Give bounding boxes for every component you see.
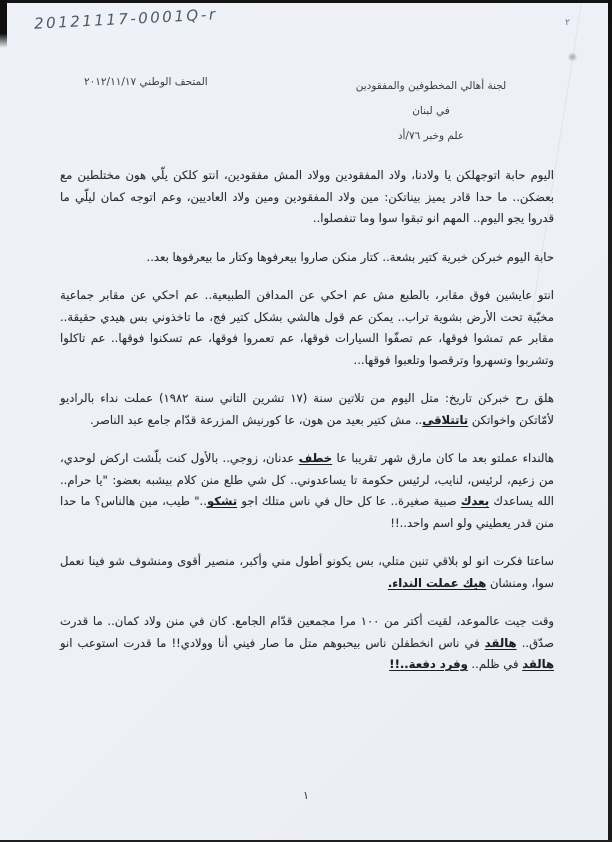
paragraph <box>60 165 554 230</box>
scan-edge-left <box>0 0 7 48</box>
emphasized-text: تشكو <box>206 494 238 508</box>
paragraph-text: انتو عايشين فوق مقابر، بالطبع مش عم احكي عن المدافن الطبيعية.. عم احكي عن مقابر جماعية مخبّية تحت الأرض بشوية تراب.. يمكن عم قول هالشي بشكل كتير فج، ما تاخذوني بس هيدي حقيقة.. مقابر عم تمشوا فوقها، عم تصفّوا السيارات فوقها، عم تعمروا فوقها، عم تسكنوا فوقها.. عم تاكلوا وتشربوا وتسهروا وترقصوا وتلعبوا فوقها... <box>60 288 554 367</box>
corner-page-mark: ٢ <box>565 18 570 28</box>
paragraph-text: .. مش كتير بعيد من هون، عا كورنيش المزرعة قدّام جامع عبد الناصر. <box>89 412 423 427</box>
ink-smudge <box>569 54 576 60</box>
org-location: في لبنان <box>412 105 450 117</box>
paragraph-text: هلق رح خبركن تاريخ: متل اليوم من تلاتين سنة (١٧ تشرين التاني سنة ١٩٨٢) عملت نداء بالراديو لأمّاتكن واخواتكن <box>60 391 554 427</box>
paragraph <box>60 247 554 269</box>
org-name: لجنة أهالي المخطوفين والمفقودين <box>355 80 507 92</box>
body-paragraphs <box>60 165 554 693</box>
paragraph-text: صبية صغيرة.. عا كل حال في ناس متلك اجو <box>237 494 461 508</box>
paragraph-text: وقت جيت عالموعد، لقيت أكتر من ١٠٠ مرا مجمعين قدّام الجامع. كان في منن ولاد كمان.. ما قدرت صدّق.. <box>60 614 554 650</box>
paragraph-text: عدنان، زوجي.. بالأول كنت بلّشت اركض لوحدي، من زعيم، لرئيس، لنايب، لرئيس حكومة تا يساعدوني.. كل شي طلع منن كلام بيشبه بعضو: "يا حرام.. الله يساعدك <box>60 451 555 508</box>
emphasized-text: هالقد <box>522 657 554 671</box>
paragraph <box>60 551 554 594</box>
paragraph-text: اليوم حابة اتوجهلكن يا ولادنا، ولاد المفقودين وولاد المش مفقودين، انتو كلكن يلّي هون مختلطين مع بعضكن.. ما حدا قادر يميز بيناتكن: مين ولاد المفقودين ومين ولاد العاديين، وعم اتوجه كمان ليلّي ما قدروا يجو اليوم.. المهم انو تبقوا سوا وما تنفصلوا.. <box>60 168 554 225</box>
emphasized-text: تاتتلاقى <box>422 412 469 427</box>
emphasized-text: بعدك <box>460 494 490 508</box>
emphasized-text: هيك عملت النداء. <box>387 575 487 590</box>
handwritten-archive-id: 20121117-0001Q-r <box>33 5 218 33</box>
paragraph-text: في ظلم.. <box>467 657 523 671</box>
scan-edge-top <box>0 0 612 3</box>
paragraph-text: هالنداء عملتو بعد ما كان مارق شهر تقريبا عا <box>332 451 554 465</box>
scan-edge-right <box>608 0 612 842</box>
venue-and-date: المتحف الوطني ٢٠١٢/١١/١٧ <box>84 76 208 88</box>
paragraph-text: ساعتا فكرت انو لو بلاقي تنين متلي، بس يكونو أطول مني وأكبر، منصير أقوى ومنشوف شو فينا نعمل سوا، ومنشان <box>60 554 554 590</box>
paragraph-text: .." طيب، مين هالناس؟ ما حدا منن قدر يعطيني ولو اسم واحد..!! <box>60 494 554 530</box>
paragraph-text: حابة اليوم خبركن خبرية كتير بشعة.. كتار منكن صاروا بيعرفوها وكتار ما بيعرفوها بعد.. <box>146 249 554 264</box>
paragraph-text: في ناس انخطفلن ناس بيحبوهم متل ما صار فيني أنا وولادي!! ما قدرت استوعب انو <box>60 635 485 650</box>
emphasized-text: هالقد <box>484 635 517 650</box>
paragraph <box>60 285 554 371</box>
paragraph <box>60 388 554 431</box>
page-number: ١ <box>303 789 309 802</box>
emphasized-text: خطف <box>298 451 333 465</box>
org-registration: علم وخبر ٧٦/أد <box>397 130 465 142</box>
paragraph <box>60 448 554 534</box>
paragraph <box>60 611 554 676</box>
letterhead-org-block <box>330 74 532 149</box>
emphasized-text: وفرد دفعة..!! <box>389 657 468 671</box>
